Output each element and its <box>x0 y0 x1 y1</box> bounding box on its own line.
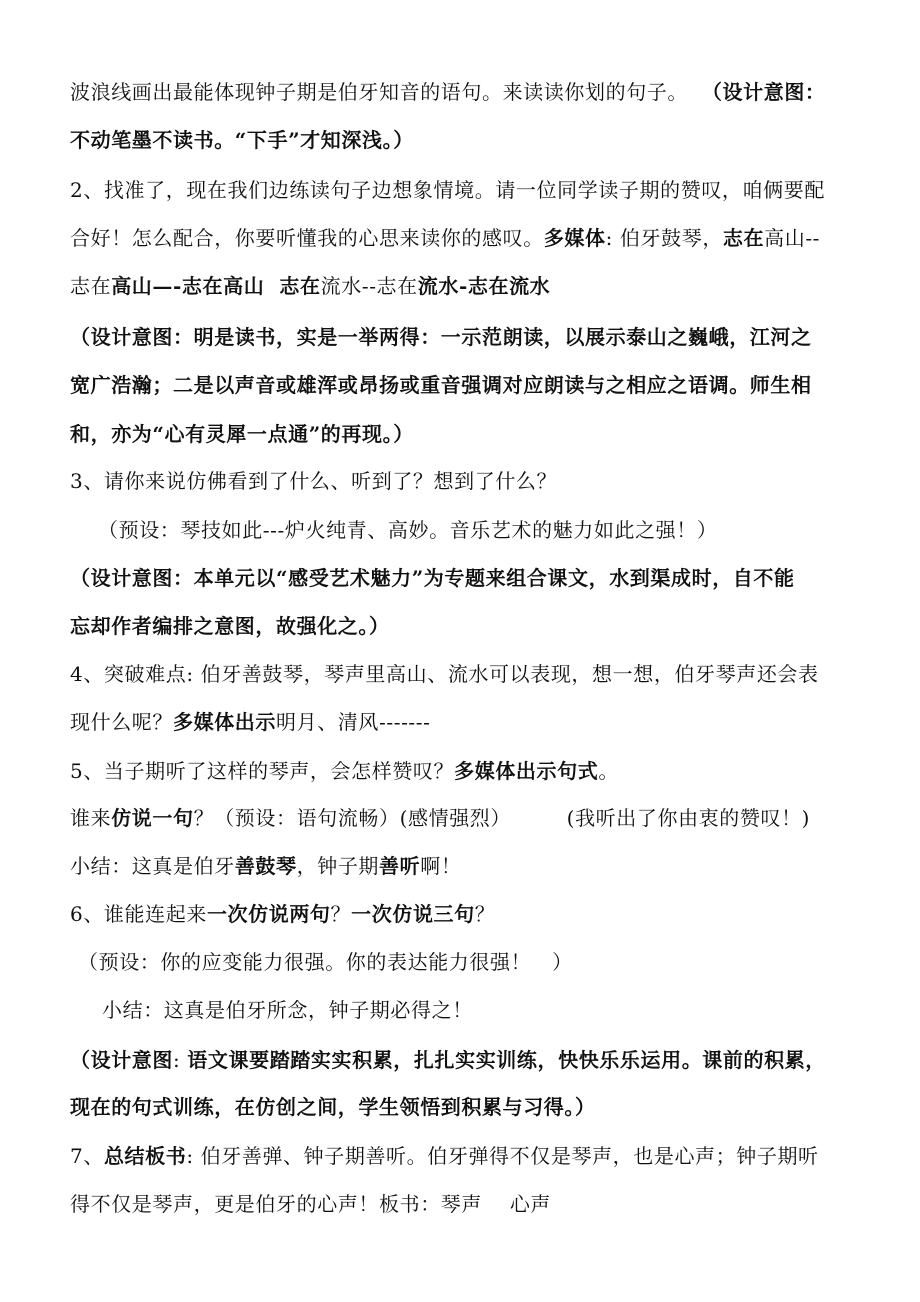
bold-text-segment: 仿说一句 <box>111 806 194 830</box>
text-segment: 得不仅是琴声，更是伯牙的心声！板书：琴声 心声 <box>70 1192 552 1216</box>
text-segment: （预设：你的应变能力很强。你的表达能力很强！ ） <box>78 950 573 974</box>
text-line <box>70 272 550 300</box>
bold-text-segment: （设计意图 <box>70 1048 173 1072</box>
text-line <box>70 1142 819 1170</box>
text-line <box>70 757 619 785</box>
text-segment: 明月、清风------- <box>276 710 431 734</box>
text-line <box>70 420 414 448</box>
bold-text-segment: 不动笔墨不读书。“下手”才知深浅。） <box>70 128 414 152</box>
bold-text-segment: 忘却作者编排之意图，故强化之。） <box>70 614 390 638</box>
bold-text-segment: 总结板书 <box>103 1144 187 1168</box>
bold-text-segment: 语文课要踏踏实实积累，扎扎实实训练，快快乐乐运用。课前的积累， <box>187 1048 826 1072</box>
bold-text-segment: （设计意图： <box>701 80 826 104</box>
bold-text-segment: （设计意图：明是读书，实是一举两得：一示范朗读，以展示泰山之巍峨，江河之 <box>70 325 812 349</box>
text-segment: 合好！怎么配合，你要听懂我的心思来读你的感叹。 <box>70 226 544 250</box>
text-line <box>70 371 812 399</box>
text-segment: : 伯牙鼓琴， <box>605 226 723 250</box>
text-line <box>70 176 825 204</box>
text-line <box>70 708 431 736</box>
text-line <box>70 996 473 1024</box>
text-segment: 5、当子期听了这样的琴声，会怎样赞叹？ <box>70 759 455 783</box>
text-line <box>70 1190 551 1218</box>
text-segment: : 伯牙善弹、钟子期善听。伯牙弹得不仅是琴声，也是心声；钟子期听 <box>186 1144 819 1168</box>
text-segment: 6、谁能连起来 <box>70 902 207 926</box>
bold-text-segment: 宽广浩瀚；二是以声音或雄浑或昂扬或重音强调对应朗读与之相应之语调。师生相 <box>70 373 812 397</box>
bold-text-segment: 一次仿说三句 <box>351 902 475 926</box>
bold-text-segment: （设计意图：本单元以“感受艺术魅力”为专题来组合课文，水到渠成时，自不能 <box>70 566 795 590</box>
text-segment: 现什么呢？ <box>70 710 173 734</box>
text-segment: ？ <box>474 902 496 926</box>
text-segment: ？（预设：语句流畅）(感情强烈） (我听出了你由衷的赞叹！) <box>193 806 811 830</box>
bold-text-segment: 多媒体出示 <box>173 710 276 734</box>
text-segment: 高山-- <box>764 226 821 250</box>
text-segment: : <box>173 1048 188 1072</box>
text-line <box>70 224 820 252</box>
text-segment: 。 <box>598 759 619 783</box>
text-line <box>70 516 717 544</box>
text-line <box>70 900 495 928</box>
text-segment: （预设：琴技如此---炉火纯青、高妙。音乐艺术的魅力如此之强！） <box>98 518 718 542</box>
text-segment: 谁来 <box>70 806 112 830</box>
text-line <box>70 78 826 106</box>
text-line <box>70 126 414 154</box>
text-line <box>70 1046 826 1074</box>
text-segment: 啊！ <box>420 854 462 878</box>
text-segment: 4、突破难点: 伯牙善鼓琴，琴声里高山、流水可以表现，想一想，伯牙琴声还会表 <box>70 662 819 686</box>
bold-text-segment: 现在的句式训练，在仿创之间，学生领悟到积累与习得。） <box>70 1095 596 1119</box>
text-segment: 2、找准了，现在我们边练读句子边想象情境。请一位同学读子期的赞叹，咱俩要配 <box>70 178 825 202</box>
text-segment: 志在 <box>70 274 112 298</box>
bold-text-segment: 流水-志在流水 <box>417 274 551 298</box>
text-line <box>70 660 819 688</box>
bold-text-segment: 一次仿说两句 <box>206 902 331 926</box>
text-segment: 小结：这真是伯牙 <box>70 854 235 878</box>
text-line <box>70 612 390 640</box>
bold-text-segment: 善鼓琴 <box>234 854 297 878</box>
bold-text-segment: 多媒体 <box>543 226 606 250</box>
text-segment: ？ <box>330 902 352 926</box>
bold-text-segment: 志在 <box>722 226 765 250</box>
text-segment: 小结：这真是伯牙所念，钟子期必得之！ <box>102 998 473 1022</box>
text-line <box>70 804 810 832</box>
text-line <box>70 1093 596 1121</box>
bold-text-segment: 善听 <box>379 854 421 878</box>
text-segment: 7、 <box>70 1144 104 1168</box>
text-line <box>70 323 812 351</box>
text-segment: 3、请你来说仿佛看到了什么、听到了？想到了什么？ <box>70 469 558 493</box>
text-line <box>70 852 461 880</box>
bold-text-segment: 多媒体出示句式 <box>454 759 599 783</box>
text-line <box>70 467 557 495</box>
bold-text-segment: 和，亦为“心有灵犀一点通”的再现。） <box>70 422 414 446</box>
text-segment: 波浪线画出最能体现钟子期是伯牙知音的语句。来读读你划的句子。 <box>70 80 702 104</box>
bold-text-segment: 高山—-志在高山 志在 <box>111 274 321 298</box>
text-line <box>70 564 795 592</box>
text-segment: 流水--志在 <box>320 274 418 298</box>
text-segment: ，钟子期 <box>296 854 380 878</box>
text-line <box>70 948 573 976</box>
